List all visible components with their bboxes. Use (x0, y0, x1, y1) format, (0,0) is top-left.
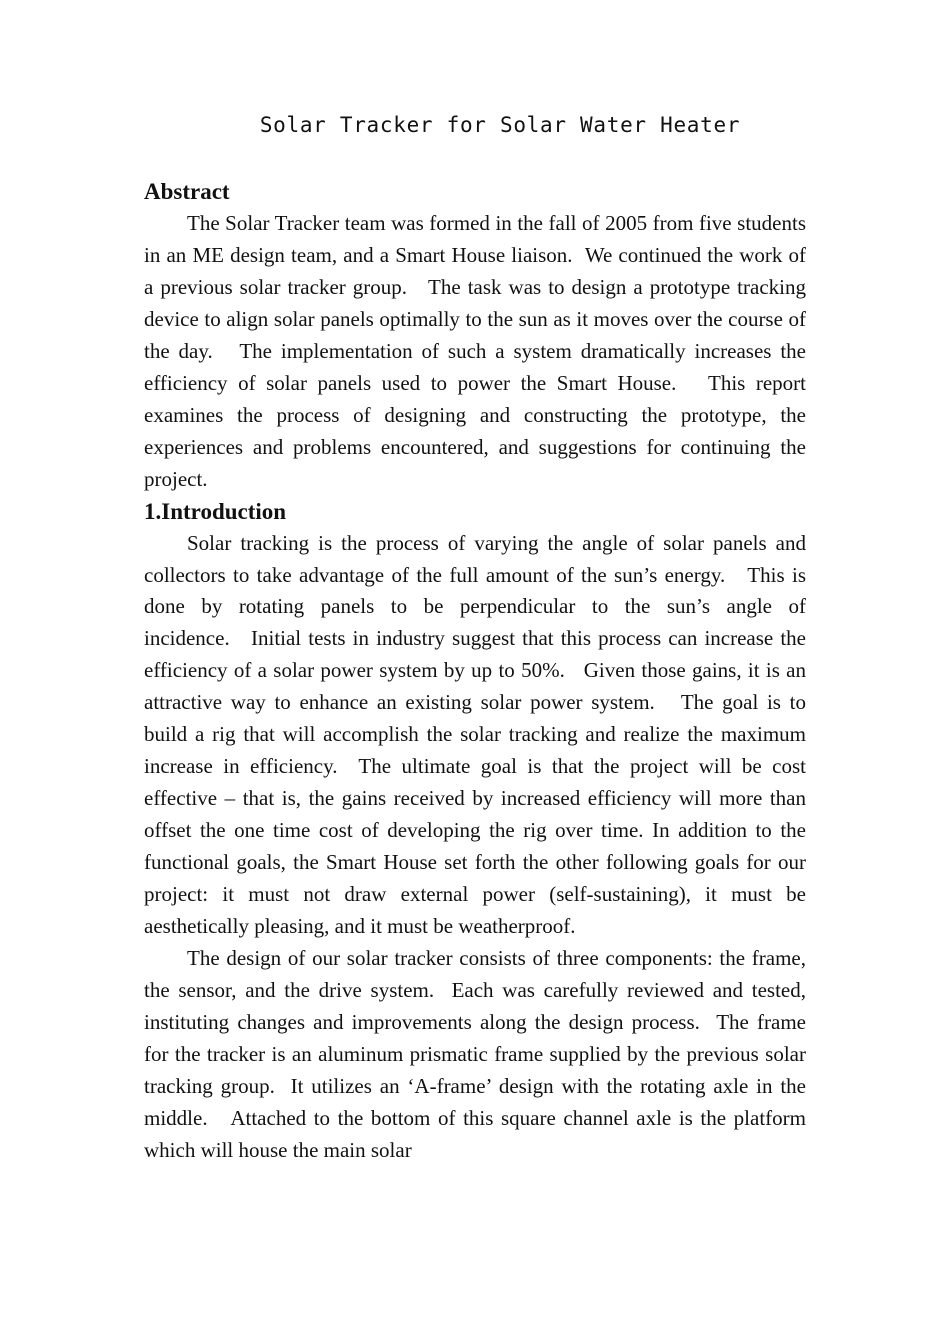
abstract-heading: Abstract (144, 179, 230, 204)
document-body (144, 176, 806, 1167)
introduction-section (144, 496, 806, 1167)
document-title: Solar Tracker for Solar Water Heater (259, 113, 741, 137)
introduction-paragraph-1: Solar tracking is the process of varying the angle of solar panels and collectors to take advantage of the full amount of the sun’s energy. This is done by rotating panels to be perpendicular to the sun’s angle of incidence. Initial tests in industry suggest that this process can increase the efficiency of a solar power system by up to 50%. Given those gains, it is an attractive way to enhance an existing solar power system. The goal is to build a rig that will accomplish the solar tracking and realize the maximum increase in efficiency. The ultimate goal is that the project will be cost effective – that is, the gains received by increased efficiency will more than offset the one time cost of developing the rig over time. In addition to the functional goals, the Smart House set forth the other following goals for our project: it must not draw external power (self-sustaining), it must be aesthetically pleasing, and it must be weatherproof. (144, 530, 806, 939)
abstract-section (144, 176, 806, 496)
abstract-paragraph: The Solar Tracker team was formed in the fall of 2005 from five students in an ME design team, and a Smart House liaison. We continued the work of a previous solar tracker group. The task was to design a prototype tracking device to align solar panels optimally to the sun as it moves over the course of the day. The implementation of such a system dramatically increases the efficiency of solar panels used to power the Smart House. This report examines the process of designing and constructing the prototype, the experiences and problems encountered, and suggestions for continuing the project. (144, 211, 806, 491)
introduction-heading: 1.Introduction (144, 498, 287, 524)
introduction-paragraph-2: The design of our solar tracker consists of three components: the frame, the sensor, and the drive system. Each was carefully reviewed and tested, instituting changes and improvements along the design process. The frame for the tracker is an aluminum prismatic frame supplied by the previous solar tracking group. It utilizes an ‘A-frame’ design with the rotating axle in the middle. Attached to the bottom of this square channel axle is the platform which will house the main solar (144, 945, 806, 1162)
